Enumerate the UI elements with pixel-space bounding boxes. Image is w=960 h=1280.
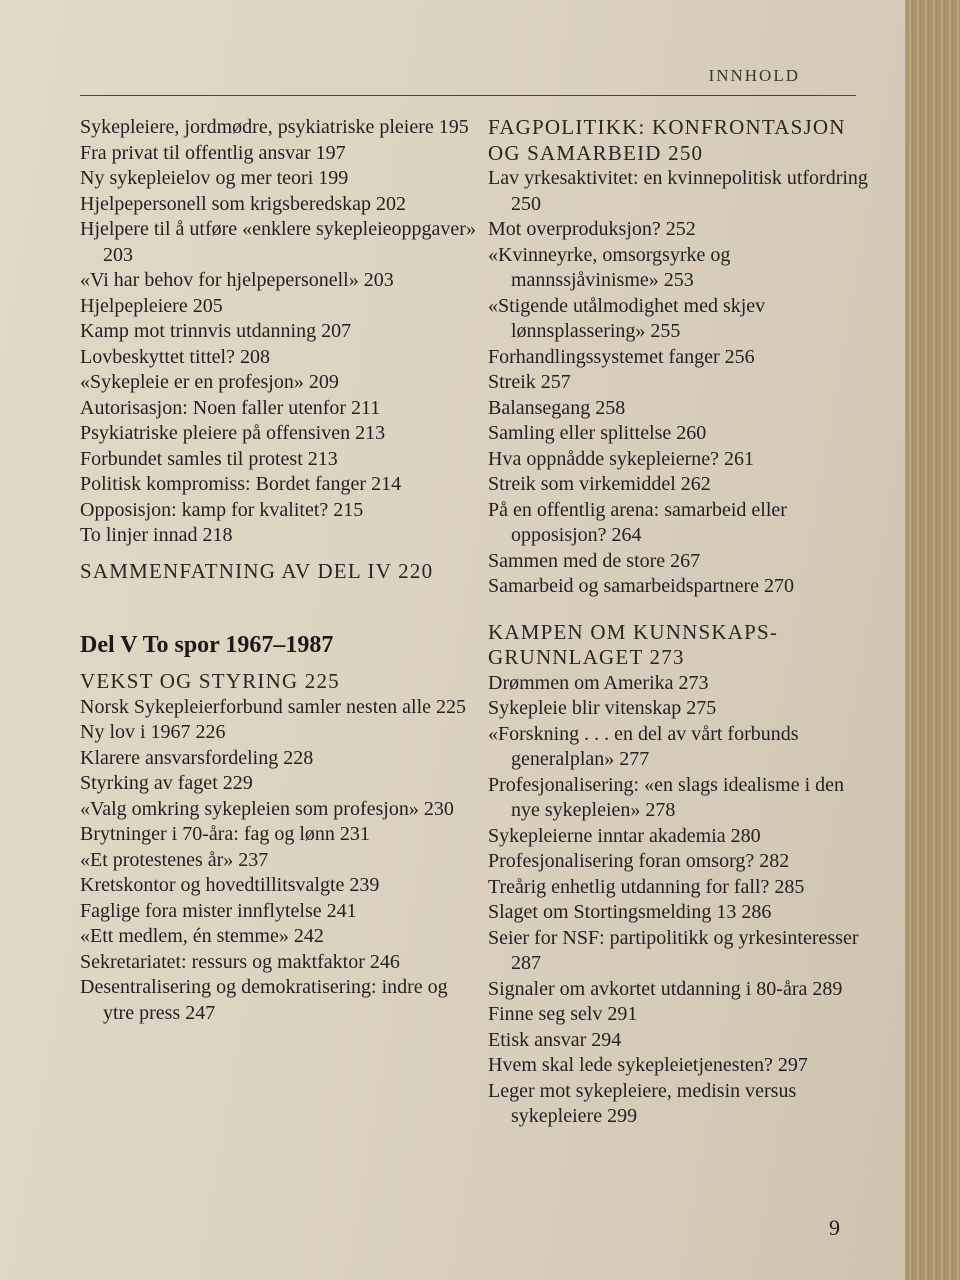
toc-entry: Autorisasjon: Noen faller utenfor 211 — [80, 396, 381, 419]
toc-entry: Forbundet samles til protest 213 — [80, 447, 338, 470]
toc-entry: Sammen med de store 267 — [488, 549, 701, 572]
toc-list — [80, 695, 480, 1027]
section-heading-growth: VEKST OG STYRING 225 — [80, 669, 340, 693]
toc-entry: Styrking av faget 229 — [80, 772, 253, 794]
running-head: INNHOLD — [708, 66, 800, 85]
toc-entry: To linjer innad 218 — [80, 524, 233, 546]
toc-entry: Streik som virkemiddel 262 — [488, 473, 711, 495]
header-rule — [80, 95, 856, 96]
page-edge — [905, 0, 960, 1280]
toc-entry: Sekretariatet: ressurs og maktfaktor 246 — [80, 950, 400, 973]
toc-entry: Profesjonalisering: «en slags idealisme i den nye sykepleien» 278 — [488, 773, 845, 821]
toc-entry: «Ett medlem, én stemme» 242 — [80, 925, 324, 947]
toc-entry: Streik 257 — [488, 371, 571, 393]
toc-list — [80, 115, 480, 549]
toc-entry: Faglige fora mister innflytelse 241 — [80, 899, 357, 922]
toc-entry: «Valg omkring sykepleien som profesjon» 230 — [80, 797, 454, 820]
toc-entry: Etisk ansvar 294 — [488, 1028, 622, 1051]
toc-entry: Politisk kompromiss: Bordet fanger 214 — [80, 473, 402, 495]
toc-entry: Hva oppnådde sykepleierne? 261 — [488, 447, 755, 470]
toc-entry: Hjelpepersonell som krigsberedskap 202 — [80, 192, 407, 215]
toc-entry: Leger mot sykepleiere, medisin versus sykepleiere 299 — [488, 1079, 797, 1127]
toc-entry: Sykepleie blir vitenskap 275 — [488, 697, 717, 719]
toc-entry: Opposisjon: kamp for kvalitet? 215 — [80, 498, 364, 521]
toc-entry: Signaler om avkortet utdanning i 80-åra 289 — [488, 977, 843, 1000]
toc-entry: Kretskontor og hovedtillitsvalgte 239 — [80, 874, 380, 896]
toc-entry: Hvem skal lede sykepleietjenesten? 297 — [488, 1054, 808, 1076]
toc-entry: Treårig enhetlig utdanning for fall? 285 — [488, 875, 805, 898]
toc-entry: «Forskning . . . en del av vårt forbunds generalplan» 277 — [488, 722, 799, 770]
toc-entry: Balansegang 258 — [488, 396, 626, 419]
toc-entry: Norsk Sykepleierforbund samler nesten alle 225 — [80, 695, 467, 718]
toc-entry: Brytninger i 70-åra: fag og lønn 231 — [80, 823, 370, 845]
toc-list — [488, 671, 868, 1130]
toc-entry: Sykepleierne inntar akademia 280 — [488, 824, 761, 847]
toc-entry: «Et protestenes år» 237 — [80, 848, 269, 871]
toc-list — [488, 166, 868, 600]
toc-entry: Ny sykepleielov og mer teori 199 — [80, 167, 349, 189]
toc-entry: Klarere ansvarsfordeling 228 — [80, 746, 314, 769]
toc-entry: Sykepleiere, jordmødre, psykiatriske pleiere 195 — [80, 116, 469, 138]
toc-entry: Desentralisering og demokratisering: indre og ytre press 247 — [80, 976, 448, 1024]
toc-left-column — [80, 115, 480, 1026]
toc-entry: Forhandlingssystemet fanger 256 — [488, 345, 755, 368]
toc-entry: Finne seg selv 291 — [488, 1003, 638, 1025]
toc-entry: Hjelpere til å utføre «enklere sykepleieoppgaver» 203 — [80, 218, 476, 266]
toc-entry: Samling eller splittelse 260 — [488, 422, 707, 444]
toc-entry: «Stigende utålmodighet med skjev lønnsplassering» 255 — [488, 294, 766, 342]
toc-entry: Hjelpepleiere 205 — [80, 294, 223, 317]
toc-entry: Samarbeid og samarbeidspartnere 270 — [488, 575, 795, 597]
page-number: 9 — [829, 1215, 840, 1240]
toc-entry: «Kvinneyrke, omsorgsyrke og mannssjåvinisme» 253 — [488, 243, 731, 291]
toc-entry: Profesjonalisering foran omsorg? 282 — [488, 850, 790, 872]
toc-entry: «Sykepleie er en profesjon» 209 — [80, 371, 339, 393]
toc-entry: Kamp mot trinnvis utdanning 207 — [80, 320, 352, 342]
part-title: Del V To spor 1967–1987 — [80, 632, 334, 658]
toc-right-column — [488, 115, 868, 1130]
toc-entry: Mot overproduksjon? 252 — [488, 218, 696, 240]
section-heading-knowledge: KAMPEN OM KUNNSKAPS-GRUNNLAGET 273 — [488, 619, 779, 669]
toc-entry: Lovbeskyttet tittel? 208 — [80, 345, 270, 368]
toc-entry: Slaget om Stortingsmelding 13 286 — [488, 901, 772, 923]
toc-entry: Seier for NSF: partipolitikk og yrkesinteresser 287 — [488, 926, 859, 974]
toc-entry: På en offentlig arena: samarbeid eller opposisjon? 264 — [488, 498, 787, 546]
toc-entry: Fra privat til offentlig ansvar 197 — [80, 141, 346, 164]
toc-entry: Psykiatriske pleiere på offensiven 213 — [80, 422, 386, 444]
section-heading-politics: FAGPOLITIKK: KONFRONTASJON OG SAMARBEID 250 — [488, 115, 846, 165]
toc-entry: Drømmen om Amerika 273 — [488, 671, 709, 694]
toc-entry: «Vi har behov for hjelpepersonell» 203 — [80, 269, 394, 291]
toc-entry: Ny lov i 1967 226 — [80, 721, 226, 743]
toc-entry: Lav yrkesaktivitet: en kvinnepolitisk utfordring 250 — [488, 167, 868, 215]
section-heading-summary: SAMMENFATNING AV DEL IV 220 — [80, 558, 434, 583]
